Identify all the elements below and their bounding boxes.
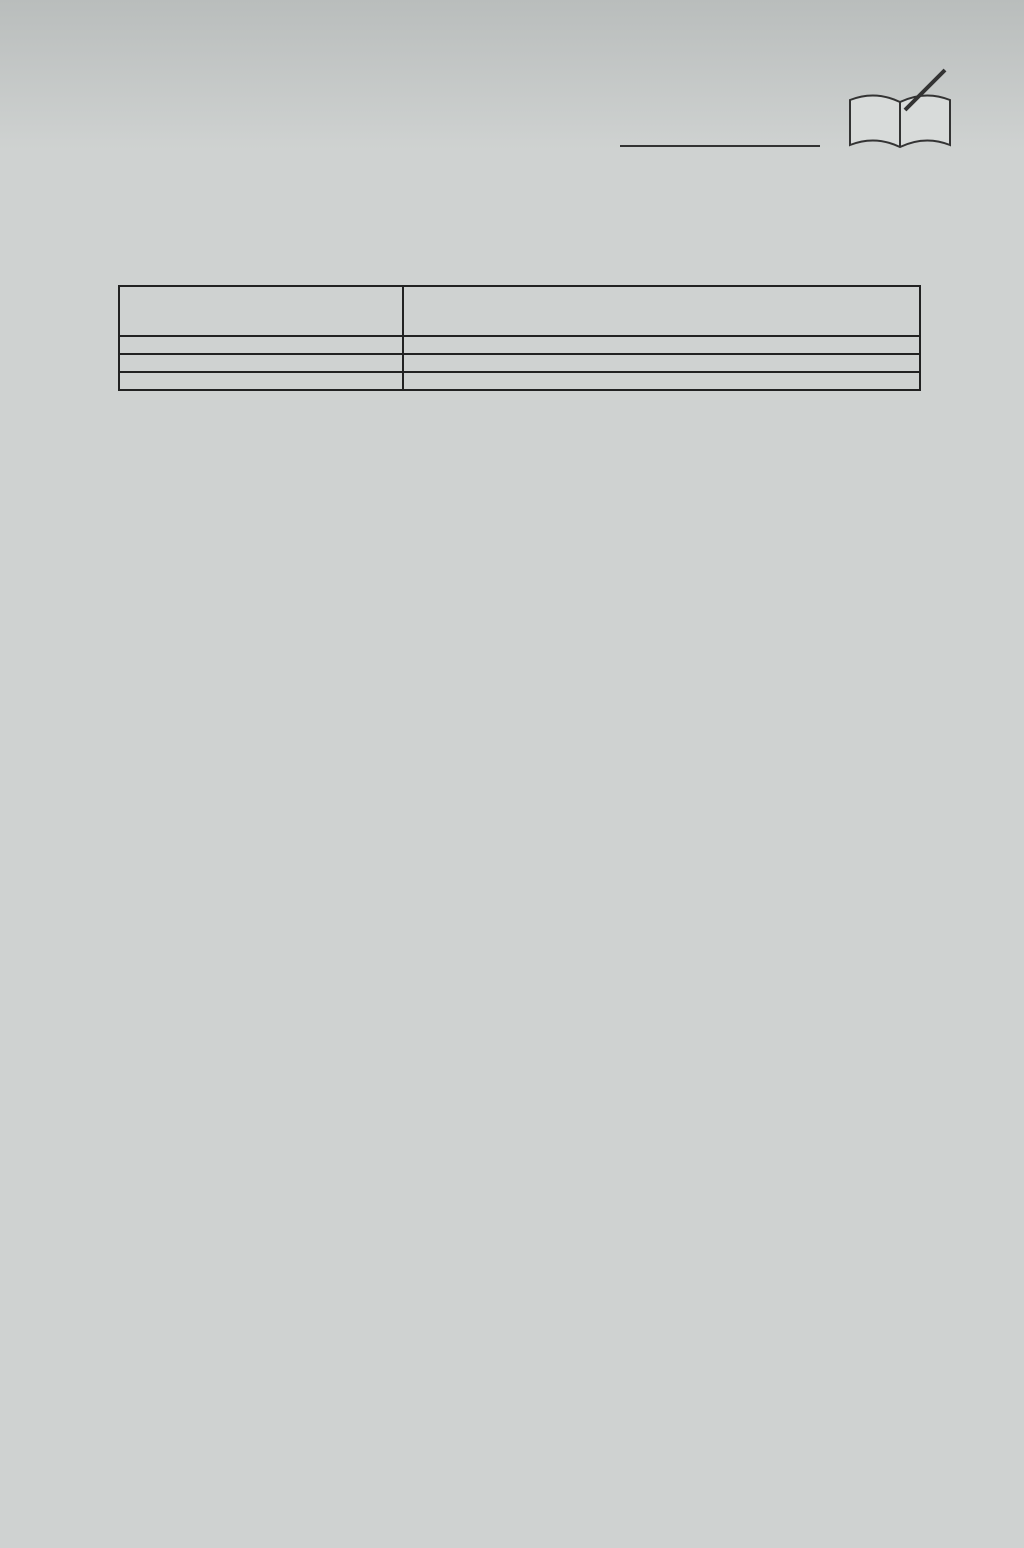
table-row <box>119 354 920 372</box>
table-row <box>119 336 920 354</box>
table-header <box>119 286 403 336</box>
table-cell <box>119 354 403 372</box>
table-header <box>403 286 920 336</box>
header-label <box>620 115 820 147</box>
table-cell <box>403 336 920 354</box>
table-cell <box>119 336 403 354</box>
book-pen-icon <box>845 60 955 150</box>
table-cell <box>403 354 920 372</box>
content-table <box>118 285 921 391</box>
table-cell <box>403 372 920 390</box>
table-cell <box>119 372 403 390</box>
table-row <box>119 372 920 390</box>
